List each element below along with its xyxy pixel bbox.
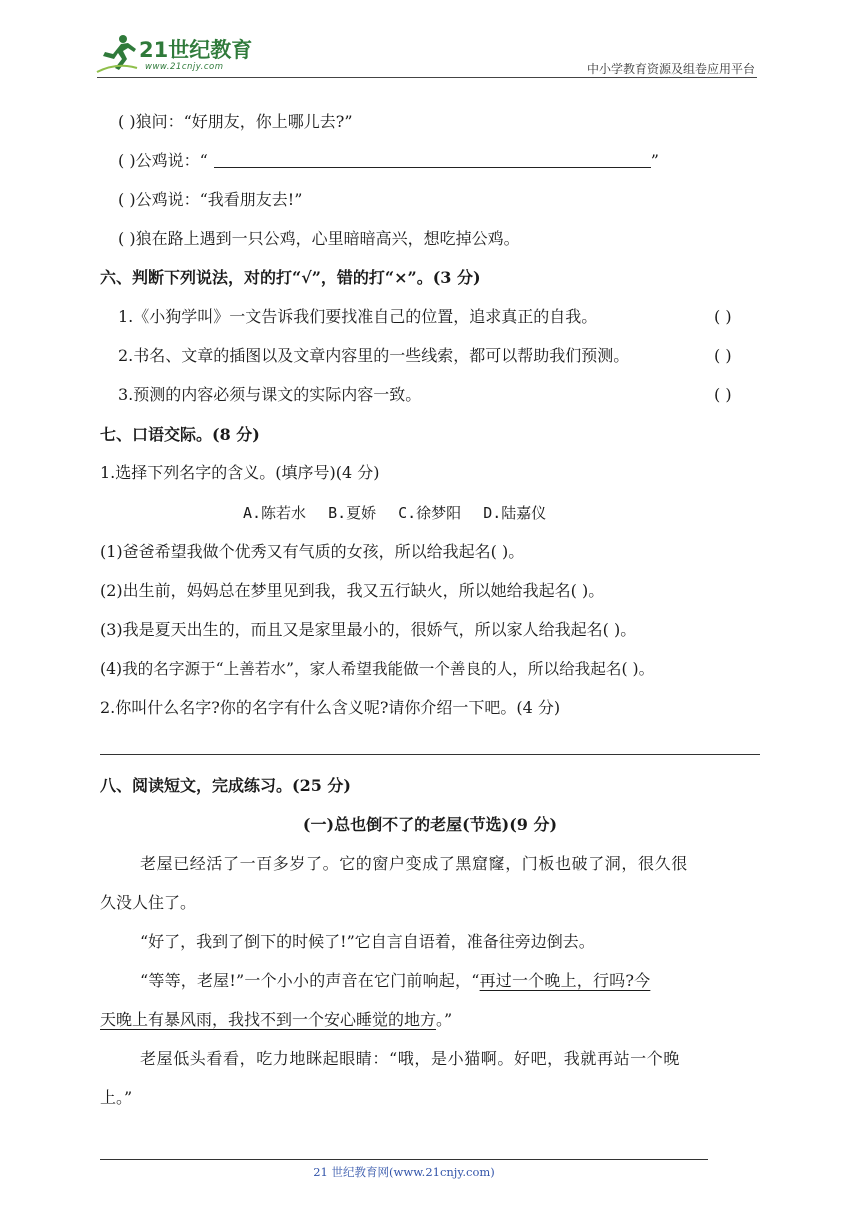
- judge-answer-1[interactable]: ( ): [714, 307, 732, 326]
- passage-para-3b: [100, 1008, 452, 1032]
- passage-title: (一)总也倒不了的老屋(节选)(9 分): [302, 815, 558, 834]
- judge-answer-2[interactable]: ( ): [714, 346, 732, 365]
- question-1: 1.选择下列名字的含义。(填序号)(4 分): [100, 463, 380, 482]
- section-8-title: 八、阅读短文，完成练习。(25 分): [100, 776, 351, 795]
- sub-question-4: (4)我的名字源于“上善若水”，家人希望我能做一个善良的人，所以给我起名( )。: [100, 660, 655, 678]
- option-d: D.陆嘉仪: [483, 504, 547, 522]
- para-3-end: 。”: [436, 1010, 453, 1029]
- sub-question-3: (3)我是夏天出生的，而且又是家里最小的，很娇气，所以家人给我起名( )。: [100, 620, 637, 639]
- judge-item-3: 3.预测的内容必须与课文的实际内容一致。: [118, 385, 422, 404]
- passage-para-4a: 老屋低头看看，吃力地眯起眼睛：“哦，是小猫啊。好吧，我就再站一个晚: [140, 1049, 680, 1068]
- ordering-item-3: [118, 188, 302, 212]
- sub-question-2: (2)出生前，妈妈总在梦里见到我，我又五行缺火，所以她给我起名( )。: [100, 581, 605, 600]
- site-logo[interactable]: [95, 32, 265, 77]
- answer-paren[interactable]: ( ): [118, 190, 136, 209]
- closing-quote: ”: [650, 151, 659, 170]
- underlined-sentence-cont: 天晚上有暴风雨，我找不到一个安心睡觉的地方: [100, 1010, 437, 1029]
- passage-para-1b: 久没人住了。: [100, 893, 197, 912]
- ordering-item-2: [118, 149, 659, 173]
- sub-question-1: (1)爸爸希望我做个优秀又有气质的女孩，所以给我起名( )。: [100, 542, 525, 561]
- answer-paren[interactable]: ( ): [118, 112, 136, 131]
- question-2: 2.你叫什么名字?你的名字有什么含义呢?请你介绍一下吧。(4 分): [100, 698, 561, 717]
- footer-divider: [100, 1159, 708, 1160]
- fill-in-blank[interactable]: [214, 149, 651, 168]
- section-6-title: 六、判断下列说法，对的打“√”，错的打“×”。(3 分): [100, 268, 481, 287]
- answer-line[interactable]: [100, 754, 760, 755]
- item-text: 公鸡说：“: [135, 151, 208, 170]
- name-options: [243, 501, 568, 525]
- header-divider: [97, 77, 757, 78]
- option-c: C.徐梦阳: [398, 504, 462, 522]
- page-header: [0, 0, 860, 80]
- para-3-text: “等等，老屋!”一个小小的声音在它门前响起，“: [140, 971, 480, 990]
- option-a: A.陈若水: [243, 504, 307, 522]
- runner-logo-icon: [95, 32, 139, 76]
- item-text: 狼在路上遇到一只公鸡，心里暗暗高兴，想吃掉公鸡。: [135, 229, 520, 248]
- item-text: 狼问：“好朋友，你上哪儿去?”: [135, 112, 353, 131]
- passage-para-3a: [140, 969, 650, 993]
- logo-text: 21世纪教育: [139, 38, 253, 62]
- section-7-title: 七、口语交际。(8 分): [100, 425, 260, 444]
- ordering-item-4: [118, 227, 520, 251]
- logo-url: www.21cnjy.com: [145, 62, 224, 72]
- answer-paren[interactable]: ( ): [118, 229, 136, 248]
- footer-link[interactable]: 21 世纪教育网(www.21cnjy.com): [313, 1165, 495, 1179]
- item-text: 公鸡说：“我看朋友去!”: [135, 190, 303, 209]
- answer-paren[interactable]: ( ): [118, 151, 136, 170]
- judge-answer-3[interactable]: ( ): [714, 385, 732, 404]
- judge-item-2: 2.书名、文章的插图以及文章内容里的一些线索，都可以帮助我们预测。: [118, 346, 630, 365]
- passage-para-2: “好了，我到了倒下的时候了!”它自言自语着，准备往旁边倒去。: [140, 932, 595, 951]
- passage-para-4b: 上。”: [100, 1088, 133, 1107]
- passage-para-1a: 老屋已经活了一百多岁了。它的窗户变成了黑窟窿，门板也破了洞，很久很: [140, 854, 688, 873]
- underlined-sentence: 再过一个晚上，行吗?今: [479, 971, 651, 990]
- platform-tagline: 中小学教育资源及组卷应用平台: [586, 62, 755, 76]
- judge-item-1: 1.《小狗学叫》一文告诉我们要找准自己的位置，追求真正的自我。: [118, 307, 598, 326]
- option-b: B.夏娇: [328, 504, 377, 522]
- ordering-item-1: [118, 110, 353, 134]
